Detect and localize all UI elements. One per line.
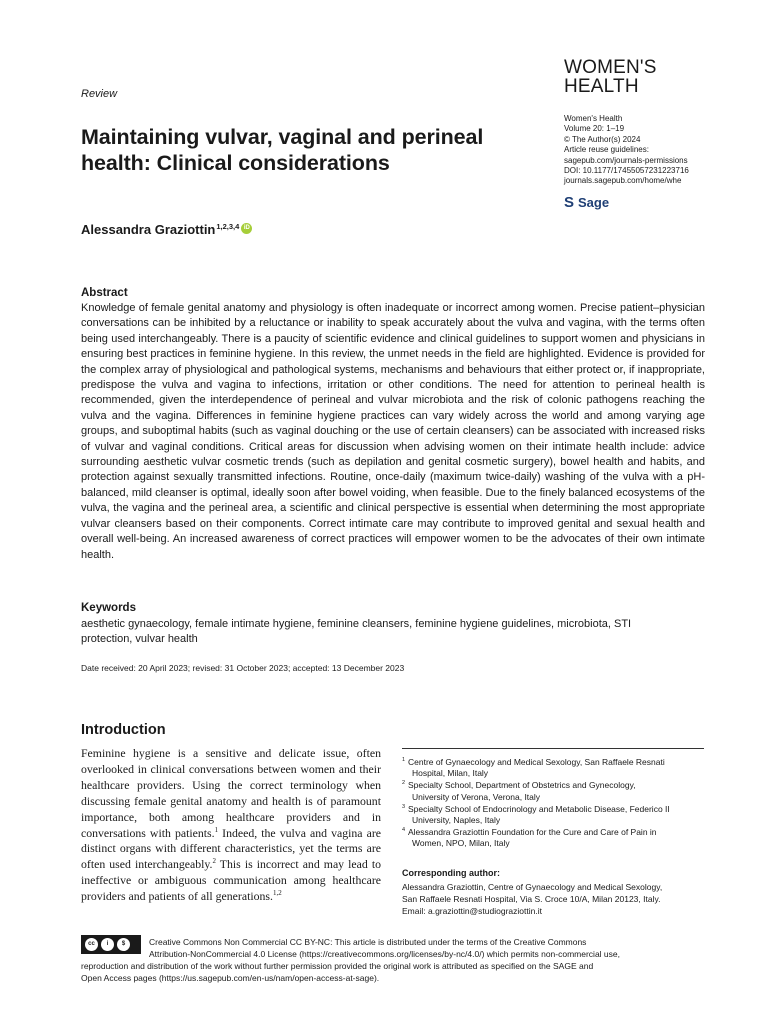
affiliation-line: University of Verona, Verona, Italy [412,791,541,802]
doi[interactable]: DOI: 10.1177/17455057231223716 [564,166,689,176]
affiliation-item [402,827,707,849]
affiliation-number: 3 [402,803,406,810]
affiliation-number: 4 [402,827,406,834]
keywords-heading: Keywords [81,602,136,614]
intro-part1: Feminine hygiene is a sensitive and delicate issue, often overlooked in clinical conversations between women and their healthcare providers. Using the correct terminology when discussing female genital anatomy and health is of paramount importance, both among healthcare providers and in conversations with patients. [81,746,381,840]
intro-part3: This is incorrect and may lead to ineffective or ambiguous communication among healthcare providers and patients of all generations. [81,857,381,904]
affiliation-line: Specialty School, Department of Obstetrics and Gynecology, [408,780,636,791]
affiliation-line: Hospital, Milan, Italy [412,768,489,779]
journal-name: Women's Health [564,114,623,123]
affiliation-item [402,757,707,779]
license-line: reproduction and distribution of the work without further permission provided the original work is attributed as specified on the SAGE and [81,961,594,971]
citation-ref[interactable]: 2 [212,857,216,866]
author-affil-refs: 1,2,3,4 [216,222,240,231]
publisher-logo [564,194,609,211]
affiliation-number: 1 [402,757,406,763]
license-text-bottom [81,960,709,984]
section-label: Review [81,88,118,100]
reuse-guidelines-label: Article reuse guidelines: [564,145,649,155]
affiliation-item [402,804,707,826]
nc-circle: $ [117,938,130,951]
corresponding-email[interactable]: Email: a.graziottin@studiograziottin.it [402,906,542,916]
journal-logo-line1: WOMEN'S [564,57,657,78]
corresponding-line: San Raffaele Resnati Hospital, Via S. Croce 10/A, Milan 20123, Italy. [402,894,661,904]
article-dates: Date received: 20 April 2023; revised: 31 October 2023; accepted: 13 December 2023 [81,663,405,673]
citation-ref[interactable]: 1,2 [272,889,282,898]
article-title: Maintaining vulvar, vaginal and perineal health: Clinical considerations [81,125,484,175]
journal-volume: Volume 20: 1–19 [564,124,625,134]
corresponding-author-heading: Corresponding author: [402,868,500,878]
abstract-heading: Abstract [81,287,128,299]
affiliations [402,757,707,851]
introduction-text [81,746,381,905]
affiliation-line: Alessandra Graziottin Foundation for the Cure and Care of Pain in [408,827,657,838]
author-name: Alessandra Graziottin [81,222,216,237]
affiliation-line: Women, NPO, Milan, Italy [412,838,510,849]
journal-logo [564,58,684,96]
cc-circle: cc [85,938,98,951]
citation-ref[interactable]: 1 [214,825,219,834]
keywords-text: aesthetic gynaecology, female intimate hygiene, feminine cleansers, feminine hygiene guidelines, microbiota, STI protection, vulvar health [81,618,632,646]
affiliation-item [402,780,707,802]
cc-by-nc-icon[interactable] [81,935,141,954]
author-line [81,222,252,237]
license-text-top [149,936,709,960]
license-line: Attribution-NonCommercial 4.0 License (https://creativecommons.org/licenses/by-nc/4.0/) which permits non-commercial use, [149,949,620,959]
corresponding-author-text [402,881,707,917]
journal-info [564,114,754,187]
abstract-text: Knowledge of female genital anatomy and physiology is often inadequate or incorrect among women. Precise patient–physician conversations can be inhibited by a reluctance or inability to speak accurately about the vulva and vagina, with the terms often being used interchangeably. There is a paucity of scientific evidence and clinical guidelines to support women and physicians in ensuring best practices in feminine hygiene. In this review, the unmet needs in the field are highlighted. Evidence is provided for the complex array of physiological and pathological systems, mechanisms and behaviours that either protect or, if inappropriate, predispose the vulva and vagina to infections, irritation or other conditions. The need for attention to perineal health is recommended, given the interdependence of perineal and vulvar microbiota and the risk of colonic pathogens reaching the vulva and the vagina. Differences in feminine hygiene practices can vary widely across the world and among varying age groups, and suboptimal habits (such as vaginal douching or the use of certain cleansers) can be associated with increased risks of vulvar and vaginal conditions. Critical areas for discussion when advising women on their intimate health include: advice surrounding aesthetic vulvar cosmetic trends (such as depilation and genital cosmetic surgery), bowel health and habits, and protection against sexually transmitted infections. Routine, once-daily (maximum twice-daily) washing of the vulva with a pH-balanced, mild cleanser is optimal, ideally soon after bowel voiding, when feasible. Due to the finely balanced ecosystems of the vulva, the vagina and the perineal area, a scientific and clinical perspective is essential when determining the most appropriate vulvar cleansers based on their components. Correct intimate care may contribute to improved genital and sexual health and overall well-being. An increased awareness of correct practices will empower women to be the advocates of their own intimate health. [81,302,705,561]
orcid-icon[interactable]: iD [241,223,252,234]
by-circle: i [101,938,114,951]
corresponding-line: Alessandra Graziottin, Centre of Gynaecology and Medical Sexology, [402,882,663,892]
affiliation-line: Centre of Gynaecology and Medical Sexology, San Raffaele Resnati [408,757,665,767]
affiliation-line: Specialty School of Endocrinology and Metabolic Disease, Federico II [408,803,670,814]
permissions-link[interactable]: sagepub.com/journals-permissions [564,155,688,165]
license-line: Creative Commons Non Commercial CC BY-NC: This article is distributed under the terms of the Creative Commons [149,937,587,947]
journal-logo-line2: HEALTH [564,76,639,97]
license-line: Open Access pages (https://us.sagepub.com/en-us/nam/open-access-at-sage). [81,973,380,983]
introduction-heading: Introduction [81,722,166,738]
sage-s-icon: S [564,194,575,211]
affiliation-number: 2 [402,780,406,787]
intro-part2: Indeed, the vulva and vagina are distinct organs with different characteristics, yet the terms are often used interchangeably. [81,825,381,872]
copyright: © The Author(s) 2024 [564,134,641,144]
affiliation-line: University, Naples, Italy [412,815,501,826]
affiliations-divider [402,748,704,749]
journal-home-link[interactable]: journals.sagepub.com/home/whe [564,176,682,186]
publisher-name: Sage [578,195,610,210]
